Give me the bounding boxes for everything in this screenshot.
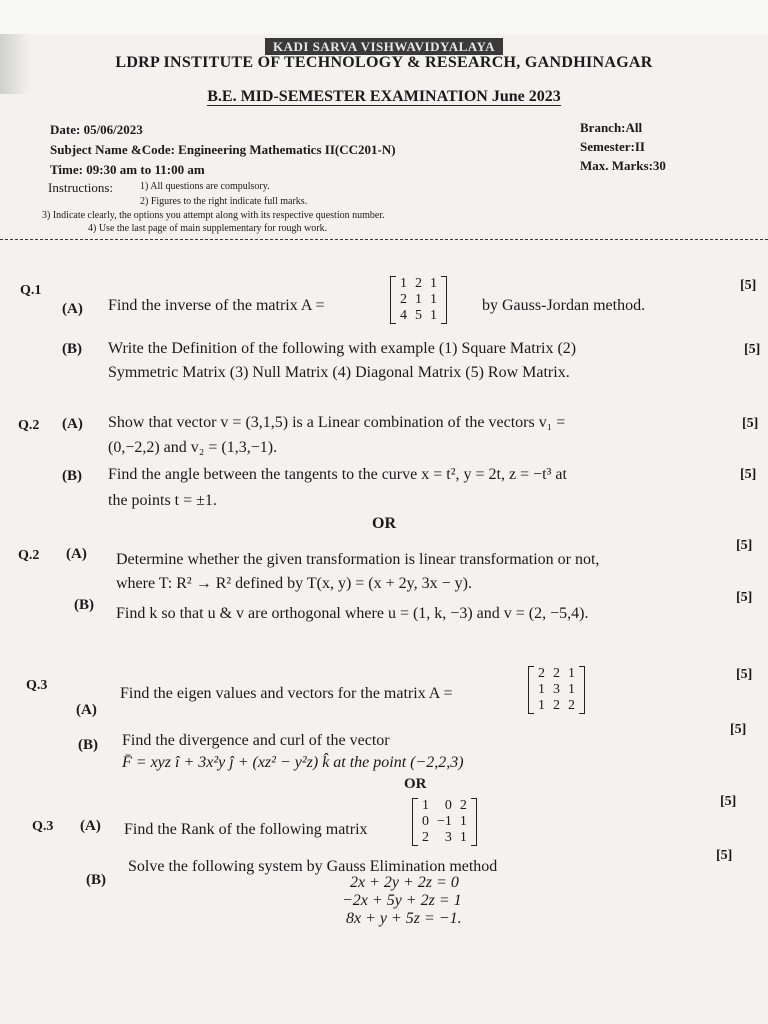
part-label: (A) [80,818,101,834]
subject-name: Subject Name &Code: Engineering Mathematics II(CC201-N) [50,142,396,157]
question-text: Find the Rank of the following matrix [124,821,368,838]
question-text: Find k so that u & v are orthogonal where u = (1, k, −3) and v = (2, −5,4). [116,605,589,622]
matrix-row [396,276,441,292]
matrix-row [396,308,441,324]
instruction-item: 3) Indicate clearly, the options you attempt along with its respective question number. [42,210,385,221]
matrix-cell: 2 [553,698,560,713]
matrix-cell: −1 [437,814,452,829]
matrix-cell: 3 [444,830,452,845]
matrix-cell: 1 [538,698,545,713]
semester: Semester:II [580,139,645,154]
matrix-cell: 1 [430,276,437,291]
matrix-cell: 0 [422,814,429,829]
matrix-cell: 1 [415,292,422,307]
matrix-row [418,814,471,830]
question-text: by Gauss-Jordan method. [482,297,646,314]
part-label: (B) [86,872,106,888]
question-text: the points t = ±1. [108,492,217,509]
matrix-cell: 2 [538,666,545,681]
part-label: (A) [62,301,83,317]
matrix-cell: 1 [538,682,545,697]
matrix-row [534,698,579,714]
marks: [5] [740,278,757,293]
instructions-label: Instructions: [48,180,113,195]
part-label: (B) [74,597,94,613]
matrix-cell: 1 [430,308,437,323]
matrix-cell: 3 [553,682,560,697]
question-text: Write the Definition of the following with example (1) Square Matrix (2) [108,340,577,357]
part-label: (B) [62,468,82,484]
matrix-cell: 0 [444,798,452,813]
part-label: (A) [62,416,83,432]
part-label: (A) [66,546,87,562]
part-label: (A) [76,702,97,718]
matrix-cell: 1 [422,798,429,813]
question-number: Q.3 [26,678,48,693]
matrix-row [418,798,471,814]
question-number: Q.2 [18,548,40,563]
matrix-cell: 2 [422,830,429,845]
exam-date: Date: 05/06/2023 [50,122,143,137]
matrix-row [396,292,441,308]
equation: 8x + y + 5z = −1. [346,910,462,927]
instruction-item: 4) Use the last page of main supplementary for rough work. [88,223,328,234]
question-text: Show that vector v = (3,1,5) is a Linear combination of the vectors v₁ = [108,414,566,431]
question-text: where T: R² → R² defined by T(x, y) = (x + 2y, 3x − y). [116,575,472,592]
question-text: Find the inverse of the matrix A = [108,297,325,314]
question-text: Find the angle between the tangents to the curve x = t², y = 2t, z = −t³ at [108,466,567,483]
marks: [5] [716,848,733,863]
matrix-cell: 1 [568,682,575,697]
max-marks: Max. Marks:30 [580,158,666,173]
question-text: Find the divergence and curl of the vector [122,732,390,749]
question-number: Q.1 [20,283,42,298]
question-number: Q.3 [32,819,54,834]
question-text: Solve the following system by Gauss Elimination method [128,858,498,875]
photo-top-band [0,0,768,34]
question-text: Symmetric Matrix (3) Null Matrix (4) Diagonal Matrix (5) Row Matrix. [108,364,570,381]
branch: Branch:All [580,120,643,135]
matrix-a [390,276,447,324]
marks: [5] [742,416,759,431]
marks: [5] [744,342,761,357]
matrix-row [418,830,471,846]
matrix-row [534,682,579,698]
marks: [5] [740,467,757,482]
matrix-cell: 1 [459,814,467,829]
instruction-item: 2) Figures to the right indicate full marks. [140,196,308,207]
marks: [5] [736,667,753,682]
matrix-cell: 4 [400,308,407,323]
or-separator: OR [372,515,396,532]
part-label: (B) [62,341,82,357]
equation: −2x + 5y + 2z = 1 [342,892,462,909]
institute-name: LDRP INSTITUTE OF TECHNOLOGY & RESEARCH, GANDHINAGAR [115,54,653,71]
matrix-cell: 2 [400,292,407,307]
marks: [5] [736,538,753,553]
matrix-cell: 1 [400,276,407,291]
question-text: Find the eigen values and vectors for the matrix A = [120,685,453,702]
marks: [5] [730,722,747,737]
marks: [5] [720,794,737,809]
matrix-cell: 2 [415,276,422,291]
matrix-rank [412,798,477,846]
exam-title: B.E. MID-SEMESTER EXAMINATION June 2023 [207,88,561,105]
equation: 2x + 2y + 2z = 0 [350,874,459,891]
matrix-cell: 1 [568,666,575,681]
or-separator: OR [404,776,427,792]
question-text: Determine whether the given transformation is linear transformation or not, [116,551,600,568]
matrix-cell: 5 [415,308,422,323]
marks: [5] [736,590,753,605]
question-text: (0,−2,2) and v₂ = (1,3,−1). [108,439,278,456]
matrix-cell: 2 [459,798,467,813]
matrix-cell: 1 [459,830,467,845]
matrix-cell: 1 [430,292,437,307]
matrix-cell: 2 [553,666,560,681]
divider-line [0,239,768,240]
exam-time: Time: 09:30 am to 11:00 am [50,162,205,177]
instruction-item: 1) All questions are compulsory. [140,181,270,192]
matrix-row [534,666,579,682]
matrix-a [528,666,585,714]
matrix-cell: 2 [568,698,575,713]
part-label: (B) [78,737,98,753]
question-number: Q.2 [18,418,40,433]
vector-field-expression: F̄ = xyz î + 3x²y ĵ + (xz² − y²z) k̂ at the point (−2,2,3) [122,754,464,771]
university-name: KADI SARVA VISHWAVIDYALAYA [0,39,768,55]
